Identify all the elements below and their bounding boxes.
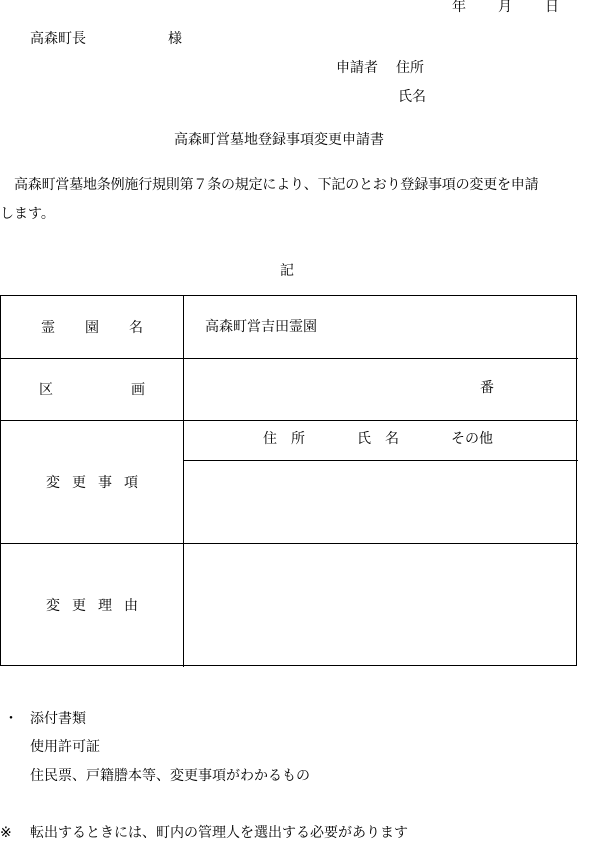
body-text-line-1: 高森町営墓地条例施行規則第７条の規定により、下記のとおり登録事項の変更を申請 bbox=[14, 177, 539, 193]
addressee-honorific: 様 bbox=[168, 31, 182, 47]
attachment-item: 使用許可証 bbox=[30, 739, 100, 755]
change-column-other: その他 bbox=[451, 431, 493, 447]
change-column-address: 住 所 bbox=[263, 431, 305, 447]
row-divider bbox=[183, 460, 578, 461]
change-label-cell bbox=[1, 420, 183, 543]
ki-heading: 記 bbox=[280, 263, 294, 279]
note-text: 転出するときには、町内の管理人を選出する必要があります bbox=[30, 825, 408, 841]
form-table bbox=[0, 295, 577, 666]
section-label: 区画 bbox=[39, 382, 223, 398]
body-text-line-2: します。 bbox=[0, 206, 55, 222]
section-label-cell bbox=[1, 358, 223, 420]
attachments-bullet: ・ bbox=[4, 711, 18, 727]
date-year-label: 年 bbox=[452, 0, 466, 15]
column-divider bbox=[183, 296, 184, 667]
cemetery-value: 高森町営吉田霊園 bbox=[205, 319, 317, 335]
date-month-label: 月 bbox=[498, 0, 512, 15]
document-title: 高森町営墓地登録事項変更申請書 bbox=[174, 132, 384, 148]
applicant-label: 申請者 bbox=[336, 60, 378, 76]
reason-label-cell bbox=[1, 543, 183, 667]
attachments-title: 添付書類 bbox=[30, 711, 86, 727]
attachment-item: 住民票、戸籍謄本等、変更事項がわかるもの bbox=[30, 768, 310, 784]
date-day-label: 日 bbox=[545, 0, 559, 15]
applicant-name-label: 氏名 bbox=[398, 89, 426, 105]
section-number-suffix: 番 bbox=[480, 380, 494, 396]
applicant-address-label: 住所 bbox=[396, 60, 424, 76]
reason-label: 変更理由 bbox=[46, 598, 150, 614]
addressee: 高森町長 bbox=[30, 31, 86, 47]
note-mark: ※ bbox=[0, 825, 12, 841]
cemetery-label-cell bbox=[1, 296, 183, 358]
cemetery-label: 霊園名 bbox=[41, 320, 173, 336]
change-label: 変更事項 bbox=[46, 474, 150, 491]
change-column-name: 氏 名 bbox=[357, 431, 399, 447]
